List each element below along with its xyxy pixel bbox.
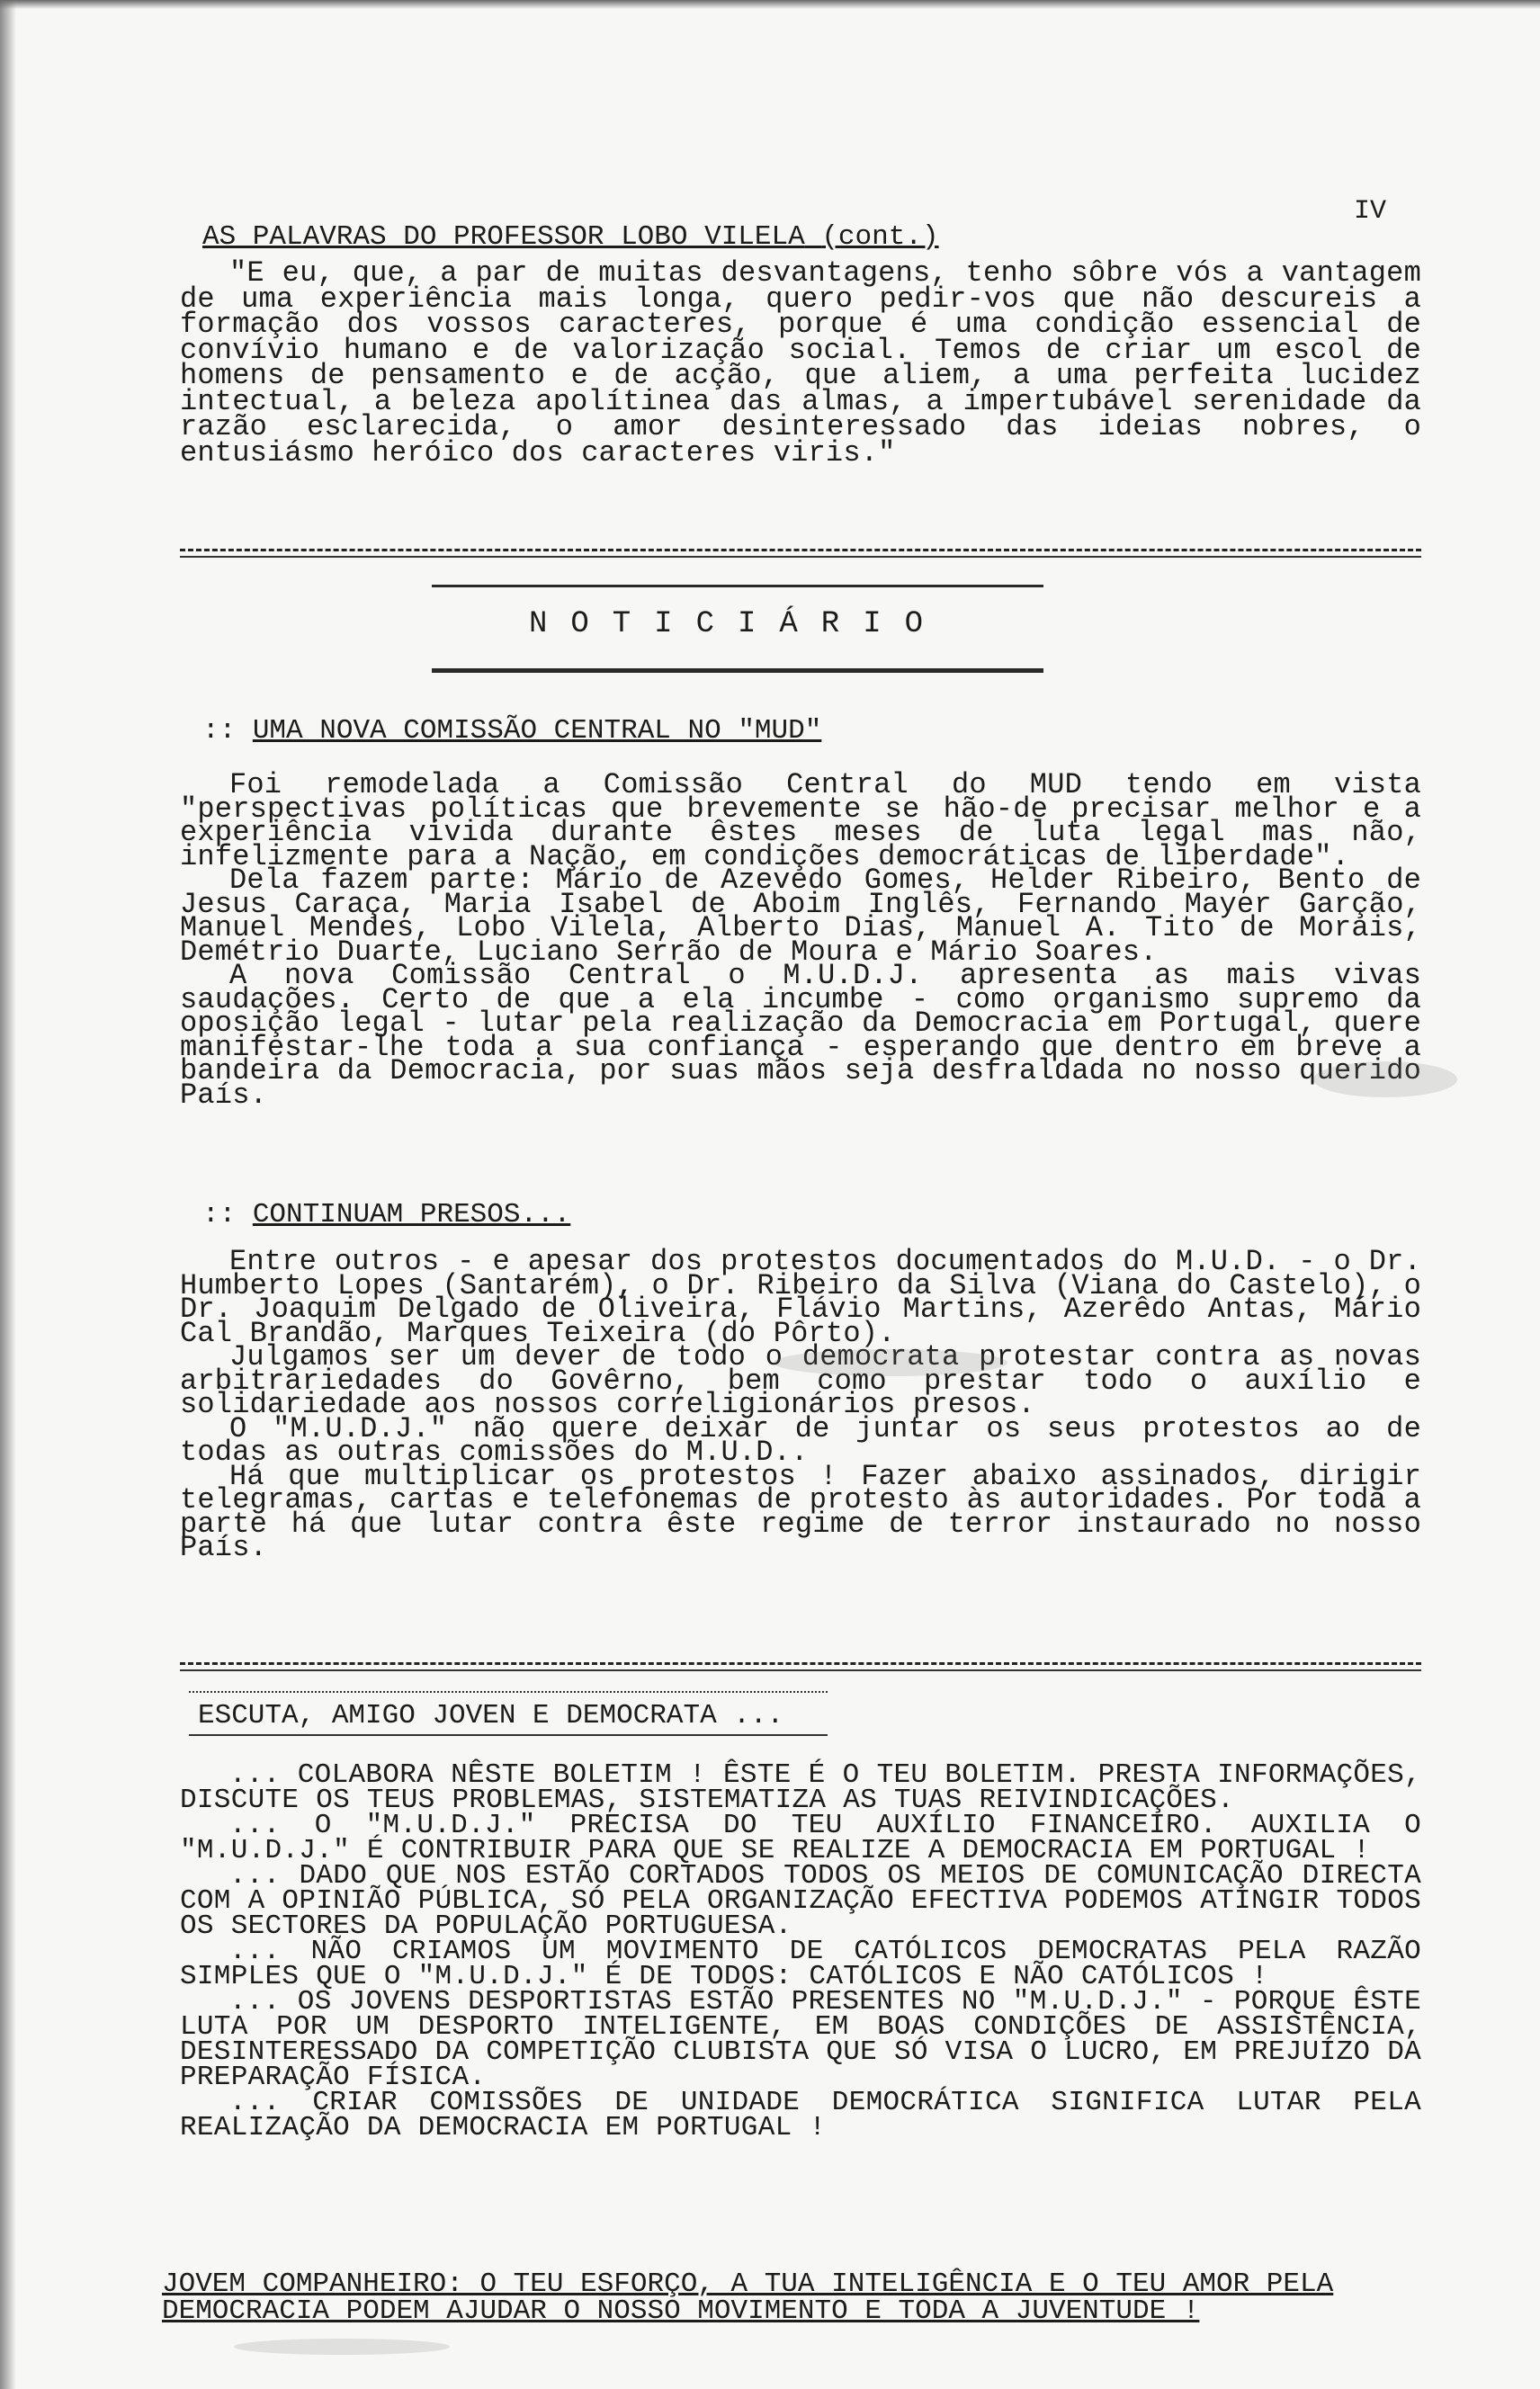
noticiario-title: NOTICIÁRIO xyxy=(528,607,947,641)
lobo-vilela-quote xyxy=(180,256,1421,470)
heading-text: CONTINUAM PRESOS... xyxy=(252,1199,571,1230)
news-paragraph: Entre outros - e apesar dos protestos documentados do M.U.D. - o Dr. Humberto Lopes (Santarém), o Dr. Ribeiro da Silva (Viana do Castelo), o Dr. Joaquim Delgado de Oliveira, Flávio Martins, Azerêdo Antas, Mário Cal Brandão, Marques Teixeira (do Pôrto). xyxy=(180,1245,1421,1350)
ink-smudge xyxy=(1313,1061,1457,1097)
news-paragraph: Há que multiplicar os protestos ! Fazer abaixo assinados, dirigir telegramas, cartas e telefonemas de protesto às autoridades. Por toda a parte há que lutar contra êste regime de terror instaurado no nosso País. xyxy=(180,1459,1421,1564)
section-divider-2 xyxy=(180,556,1421,558)
section-divider-3 xyxy=(180,1662,1421,1665)
news-paragraph: Dela fazem parte: Mário de Azevedo Gomes, Helder Ribeiro, Bento de Jesus Caraça, Maria Isabel de Aboim Inglês, Fernando Mayer Garção, Manuel Mendes, Lobo Vilela, Alberto Dias, Manuel A. Tito de Morais, Demétrio Duarte, Luciano Serrão de Moura e Mário Soares. xyxy=(180,863,1421,969)
heading-text: AS PALAVRAS DO PROFESSOR LOBO VILELA xyxy=(202,221,805,253)
news-paragraph: Foi remodelada a Comissão Central do MUD tendo em vista "perspectivas políticas que brevemente se hão-de precisar melhor e a experiência vivida durante êstes meses de luta legal mas não, infelizmente para a Nação, em condições democráticas de liberdade". xyxy=(180,768,1421,873)
news-paragraph: A nova Comissão Central o M.U.D.J. apresenta as mais vivas saudações. Certo de que a ela incumbe - como organismo supremo da oposição legal - lutar pela realização da Democracia em Portugal, quere manifestar-lhe toda a sua confiança - esperando que dentro em breve a bandeira da Democracia, por suas mãos seja desfraldada no nosso querido País. xyxy=(180,959,1421,1112)
news-body-comissao xyxy=(180,768,1421,1112)
section-heading-lobo-vilela xyxy=(202,221,939,253)
news-paragraph: Julgamos ser um dever de todo o democrata protestar contra as novas arbitrariedades do Govêrno, bem como prestar todo o auxílio e solidariedade aos nossos correligionários presos. xyxy=(180,1340,1421,1421)
scan-edge-shadow xyxy=(0,0,16,2389)
section-divider-4 xyxy=(180,1669,1421,1671)
news-body-presos xyxy=(180,1245,1421,1564)
ink-smudge xyxy=(234,2339,450,2355)
escuta-banner xyxy=(189,1691,828,1736)
scan-top-shadow xyxy=(0,0,1540,9)
page-number: IV xyxy=(1354,196,1387,227)
heading-suffix: (cont.) xyxy=(821,221,939,253)
escuta-paragraph: ... COLABORA NÊSTE BOLETIM ! ÊSTE É O TEU BOLETIM. PRESTA INFORMAÇÕES, DISCUTE OS TEUS PROBLEMAS, SISTEMATIZA AS TUAS REIVINDICAÇÕES. xyxy=(180,1759,1421,1816)
news-heading-comissao xyxy=(202,715,821,747)
heading-prefix: :: xyxy=(202,715,237,747)
news-heading-presos xyxy=(202,1199,570,1230)
escuta-paragraph: ... DADO QUE NOS ESTÃO CORTADOS TODOS OS MEIOS DE COMUNICAÇÃO DIRECTA COM A OPINIÃO PÚBLICA, SÓ PELA ORGANIZAÇÃO EFECTIVA PODEMOS ATINGIR TODOS OS SECTORES DA POPULAÇÃO PORTUGUESA. xyxy=(180,1860,1421,1942)
ink-smudge xyxy=(774,1349,1007,1376)
noticiario-banner xyxy=(432,585,1043,673)
escuta-paragraph: ... CRIAR COMISSÕES DE UNIDADE DEMOCRÁTICA SIGNIFICA LUTAR PELA REALIZAÇÃO DA DEMOCRACIA EM PORTUGAL ! xyxy=(180,2087,1421,2143)
quote-paragraph: "E eu, que, a par de muitas desvantagens, tenho sôbre vós a vantagem de uma experiência mais longa, quero pedir-vos que não descureis a formação dos vossos caracteres, porque é uma condição essencial de convívio humano e de valorização social. Temos de criar um escol de homens de pensamento e de acção, que aliem, a uma perfeita lucidez intectual, a beleza apolítinea das almas, a impertubável serenidade da razão esclarecida, o amor desinteressado das ideias nobres, o entusiásmo heróico dos caracteres viris." xyxy=(180,256,1421,470)
escuta-paragraph: ... OS JOVENS DESPORTISTAS ESTÃO PRESENTES NO "M.U.D.J." - PORQUE ÊSTE LUTA POR UM DESPORTO INTELIGENTE, EM BOAS CONDIÇÕES DE ASSISTÊNCIA, DESINTERESSADO DA COMPETIÇÃO CLUBISTA QUE SÓ VISA O LUCRO, EM PREJUÍZO DA PREPARAÇÃO FÍSICA. xyxy=(180,1986,1421,2093)
escuta-paragraph: ... O "M.U.D.J." PRECISA DO TEU AUXÍLIO FINANCEIRO. AUXILIA O "M.U.D.J." É CONTRIBUIR PARA QUE SE REALIZE A DEMOCRACIA EM PORTUGAL ! xyxy=(180,1810,1421,1866)
heading-prefix: :: xyxy=(202,1199,237,1230)
heading-text: UMA NOVA COMISSÃO CENTRAL NO "MUD" xyxy=(252,715,822,747)
escuta-body xyxy=(180,1759,1421,2143)
escuta-paragraph: ... NÃO CRIAMOS UM MOVIMENTO DE CATÓLICOS DEMOCRATAS PELA RAZÃO SIMPLES QUE O "M.U.D.J." É DE TODOS: CATÓLICOS E NÃO CATÓLICOS ! xyxy=(180,1936,1421,1992)
escuta-title: ESCUTA, AMIGO JOVEN E DEMOCRATA ... xyxy=(198,1700,784,1731)
closing-call: JOVEM COMPANHEIRO: O TEU ESFORÇO, A TUA INTELIGÊNCIA E O TEU AMOR PELA DEMOCRACIA PODEM AJUDAR O NOSSO MOVIMENTO E TODA A JUVENTUDE ! xyxy=(162,2268,1334,2327)
section-divider xyxy=(180,549,1421,551)
news-paragraph: O "M.U.D.J." não quere deixar de juntar os seus protestos ao de todas as outras comissões do M.U.D.. xyxy=(180,1411,1421,1469)
